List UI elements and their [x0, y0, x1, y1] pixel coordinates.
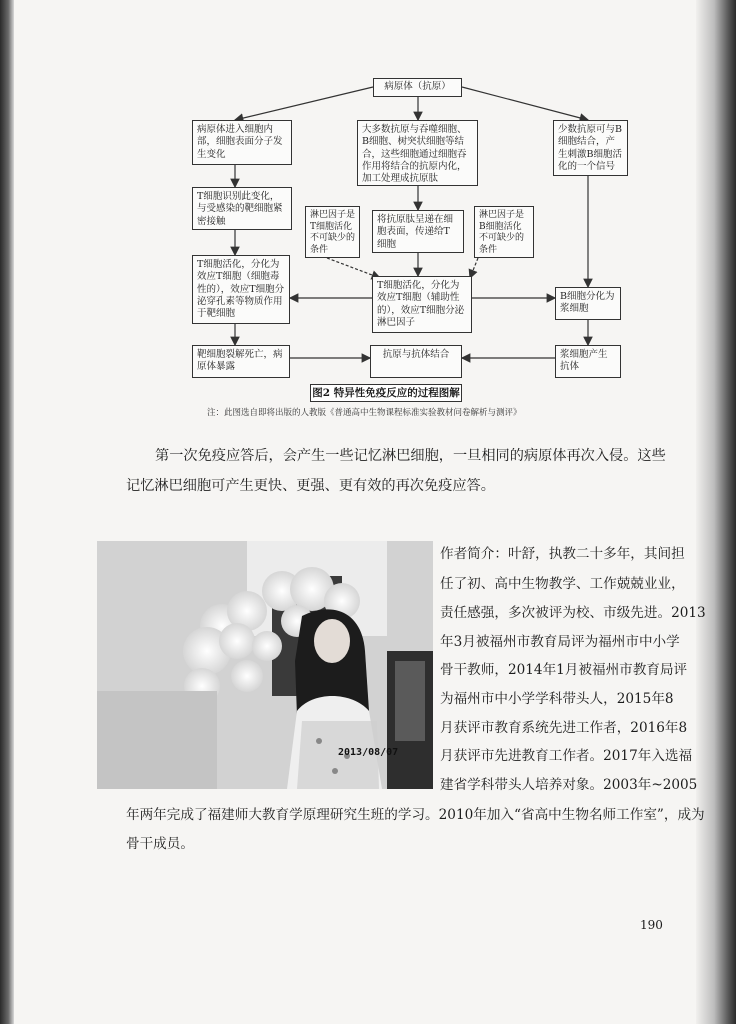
left-step-1: 病原体进入细胞内部，细胞表面分子发生变化 [192, 120, 292, 165]
right-step-1: 少数抗原可与B细胞结合，产生刺激B细胞活化的一个信号 [553, 120, 628, 176]
bio-line-1: 作者简介：叶舒，执教二十多年，其间担 [440, 546, 685, 562]
left-step-4: 靶细胞裂解死亡，病原体暴露 [192, 345, 290, 378]
bio-line-5: 骨干教师，2014年1月被福州市教育局评 [440, 662, 688, 678]
bio-line-7: 月获评市教育系统先进工作者，2016年8 [440, 720, 688, 736]
mid-step-3: T细胞活化，分化为效应T细胞（辅助性的），效应T细胞分泌淋巴因子 [372, 276, 472, 333]
flowchart-arrows [0, 0, 736, 420]
bio-line-11: 骨干成员。 [126, 836, 194, 852]
paragraph-line-1: 第一次免疫应答后，会产生一些记忆淋巴细胞，一旦相同的病原体再次入侵。这些 [155, 448, 666, 464]
left-step-3: T细胞活化，分化为效应T细胞（细胞毒性的），效应T细胞分泌穿孔素等物质作用于靶细胞 [192, 255, 290, 324]
right-step-2: B细胞分化为浆细胞 [555, 287, 621, 320]
side-note-left: 淋巴因子是T细胞活化不可缺少的条件 [305, 206, 360, 258]
bio-line-6: 为福州市中小学学科带头人，2015年8 [440, 691, 674, 707]
bio-line-10: 年两年完成了福建师大教育学原理研究生班的学习。2010年加入“省高中生物名师工作室”，成为 [126, 807, 705, 823]
bio-line-3: 责任感强，多次被评为校、市级先进。2013 [440, 605, 706, 621]
figure-source-note: 注：此图选自即将出版的人教版《普通高中生物课程标准实验教材问卷解析与测评》 [207, 408, 522, 418]
photo-date-stamp: 2013/08/07 [338, 747, 399, 758]
bio-line-4: 年3月被福州市教育局评为福州市中小学 [440, 634, 680, 650]
bio-line-2: 任了初、高中生物教学、工作兢兢业业， [440, 576, 685, 592]
page-number: 190 [640, 918, 663, 932]
mid-step-4: 抗原与抗体结合 [370, 345, 462, 378]
bio-line-9: 建省学科带头人培养对象。2003年~2005 [440, 777, 698, 793]
left-step-2: T细胞识别此变化，与受感染的靶细胞紧密接触 [192, 187, 292, 230]
mid-step-1: 大多数抗原与吞噬细胞、B细胞、树突状细胞等结合，这些细胞通过细胞吞作用将结合的抗原内化，加工处理成抗原肽 [357, 120, 478, 186]
antigen-top-box: 病原体（抗原） [373, 78, 462, 97]
right-step-3: 浆细胞产生抗体 [555, 345, 621, 378]
side-note-right: 淋巴因子是B细胞活化不可缺少的条件 [474, 206, 534, 258]
mid-step-2: 将抗原肽呈递在细胞表面，传递给T细胞 [372, 210, 464, 253]
paragraph-line-2: 记忆淋巴细胞可产生更快、更强、更有效的再次免疫应答。 [126, 478, 495, 494]
figure-caption: 图2 特异性免疫反应的过程图解 [310, 384, 462, 402]
bio-line-8: 月获评市先进教育工作者。2017年入选福 [440, 748, 693, 764]
